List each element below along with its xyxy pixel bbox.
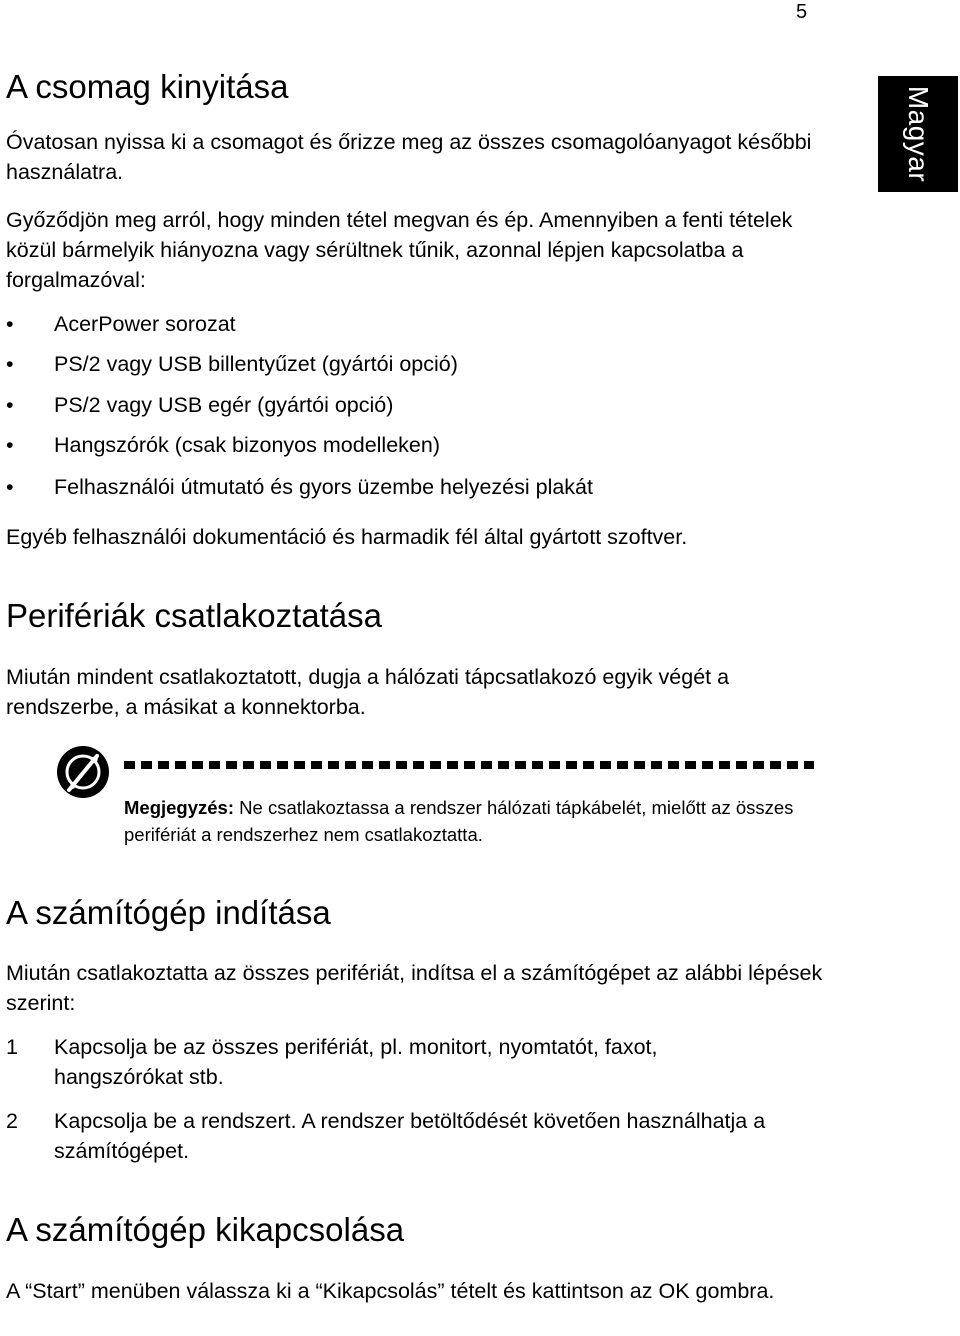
numbered-step <box>6 1106 774 1166</box>
list-item <box>6 390 393 420</box>
note-text: Ne csatlakoztassa a rendszer hálózati tápkábelét, mielőtt az összes perifériát a rendszerhez nem csatlakoztatta. <box>124 797 794 845</box>
list-item-text: AcerPower sorozat <box>54 312 236 336</box>
page-number: 5 <box>796 1 808 23</box>
list-item-text: PS/2 vagy USB billentyűzet (gyártói opció) <box>54 352 458 376</box>
numbered-step <box>6 1032 774 1092</box>
unpack-paragraph-1: Óvatosan nyissa ki a csomagot és őrizze meg az összes csomagolóanyagot későbbi használatra. <box>6 130 812 184</box>
step-number: 1 <box>6 1035 18 1059</box>
unpack-paragraph-3: Egyéb felhasználói dokumentáció és harmadik fél által gyártott szoftver. <box>6 525 688 549</box>
list-item <box>6 472 593 502</box>
note-label: Megjegyzés: <box>124 797 235 818</box>
language-tab <box>878 76 958 192</box>
bullet-symbol: • <box>6 352 14 376</box>
list-item-text: Felhasználói útmutató és gyors üzembe helyezési plakát <box>54 475 593 499</box>
bullet-symbol: • <box>6 312 14 336</box>
section-title-unpack: A csomag kinyitása <box>6 68 289 105</box>
section-title-peripherals: Perifériák csatlakoztatása <box>6 597 383 634</box>
bullet-symbol: • <box>6 393 14 417</box>
list-item-text: Hangszórók (csak bizonyos modelleken) <box>54 433 440 457</box>
bullet-symbol: • <box>6 475 14 499</box>
shutdown-paragraph-1: A “Start” menüben válassza ki a “Kikapcsolás” tételt és kattintson az OK gombra. <box>6 1279 775 1303</box>
step-number: 2 <box>6 1109 18 1133</box>
step-text: Kapcsolja be a rendszert. A rendszer betöltődését követően használhatja a számítógépet. <box>54 1109 766 1163</box>
peripherals-paragraph-1: Miután mindent csatlakoztatott, dugja a hálózati tápcsatlakozó egyik végét a rendszerbe, a másikat a konnektorba. <box>6 665 730 719</box>
note-divider <box>124 761 814 769</box>
startup-paragraph-1: Miután csatlakoztatta az összes perifériát, indítsa el a számítógépet az alábbi lépések szerint: <box>6 961 823 1015</box>
bullet-symbol: • <box>6 433 14 457</box>
list-item <box>6 430 440 460</box>
unpack-paragraph-2: Győződjön meg arról, hogy minden tétel megvan és ép. Amennyiben a fenti tételek közül bármelyik hiányozna vagy sérültnek tűnik, azonnal lépjen kapcsolatba a forgalmazóval: <box>6 208 793 292</box>
list-item <box>6 349 458 379</box>
list-item-text: PS/2 vagy USB egér (gyártói opció) <box>54 393 394 417</box>
note-box <box>124 794 824 848</box>
note-pencil-icon <box>55 744 111 800</box>
section-title-shutdown: A számítógép kikapcsolása <box>6 1211 405 1248</box>
language-tab-label: Magyar <box>903 85 934 183</box>
step-text: Kapcsolja be az összes perifériát, pl. monitort, nyomtatót, faxot, hangszórókat stb. <box>54 1035 658 1089</box>
list-item <box>6 309 236 339</box>
section-title-startup: A számítógép indítása <box>6 894 331 931</box>
